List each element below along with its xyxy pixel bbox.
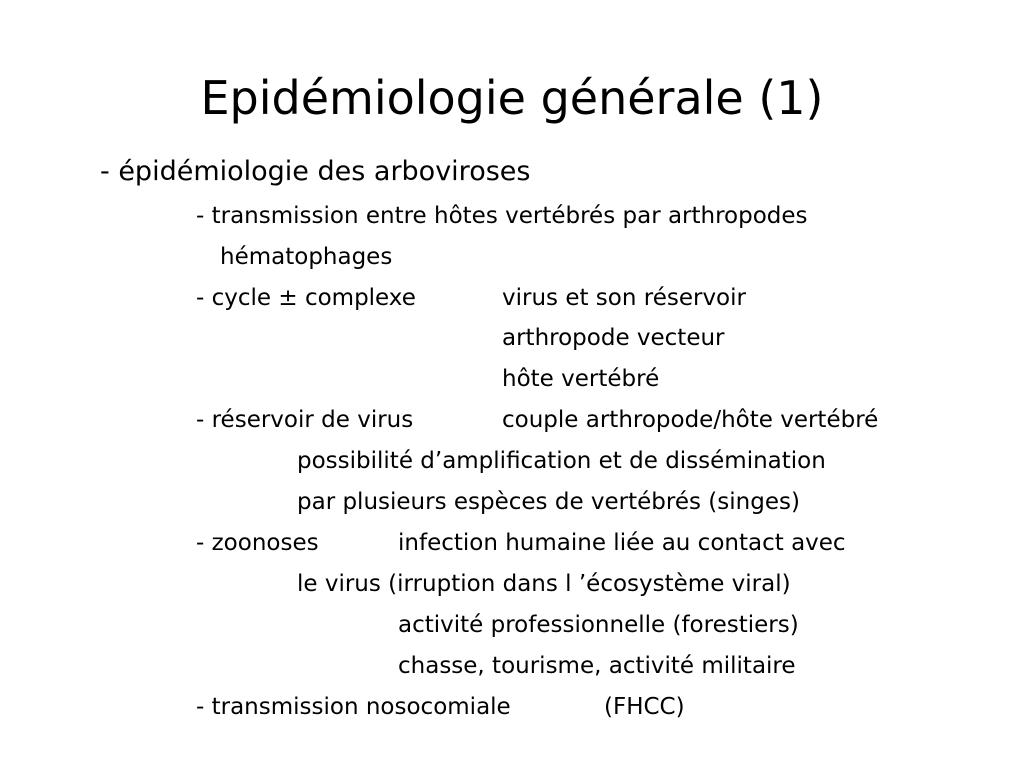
- zoonoses-example: chasse, tourisme, activité militaire: [398, 653, 796, 679]
- cycle-label: - cycle ± complexe: [196, 285, 416, 311]
- heading-arboviroses: - épidémiologie des arboviroses: [100, 156, 531, 187]
- cycle-item: virus et son réservoir: [502, 285, 746, 311]
- reservoir-value: couple arthropode/hôte vertébré: [502, 407, 879, 433]
- nosocomial-label: - transmission nosocomiale: [196, 694, 511, 720]
- transmission-line-2: hématophages: [220, 244, 393, 270]
- transmission-line-1: - transmission entre hôtes vertébrés par arthropodes: [196, 203, 808, 229]
- nosocomial-value: (FHCC): [604, 694, 685, 720]
- zoonoses-value: infection humaine liée au contact avec: [398, 530, 846, 556]
- reservoir-detail: par plusieurs espèces de vertébrés (singes): [297, 489, 800, 515]
- reservoir-label: - réservoir de virus: [196, 407, 414, 433]
- zoonoses-detail: le virus (irruption dans l ’écosystème viral): [297, 571, 791, 597]
- zoonoses-example: activité professionnelle (forestiers): [398, 612, 799, 638]
- cycle-item: hôte vertébré: [502, 366, 660, 392]
- zoonoses-label: - zoonoses: [196, 530, 319, 556]
- reservoir-detail: possibilité d’amplification et de dissémination: [297, 448, 826, 474]
- slide-title: Epidémiologie générale (1): [200, 71, 824, 125]
- cycle-item: arthropode vecteur: [502, 325, 725, 351]
